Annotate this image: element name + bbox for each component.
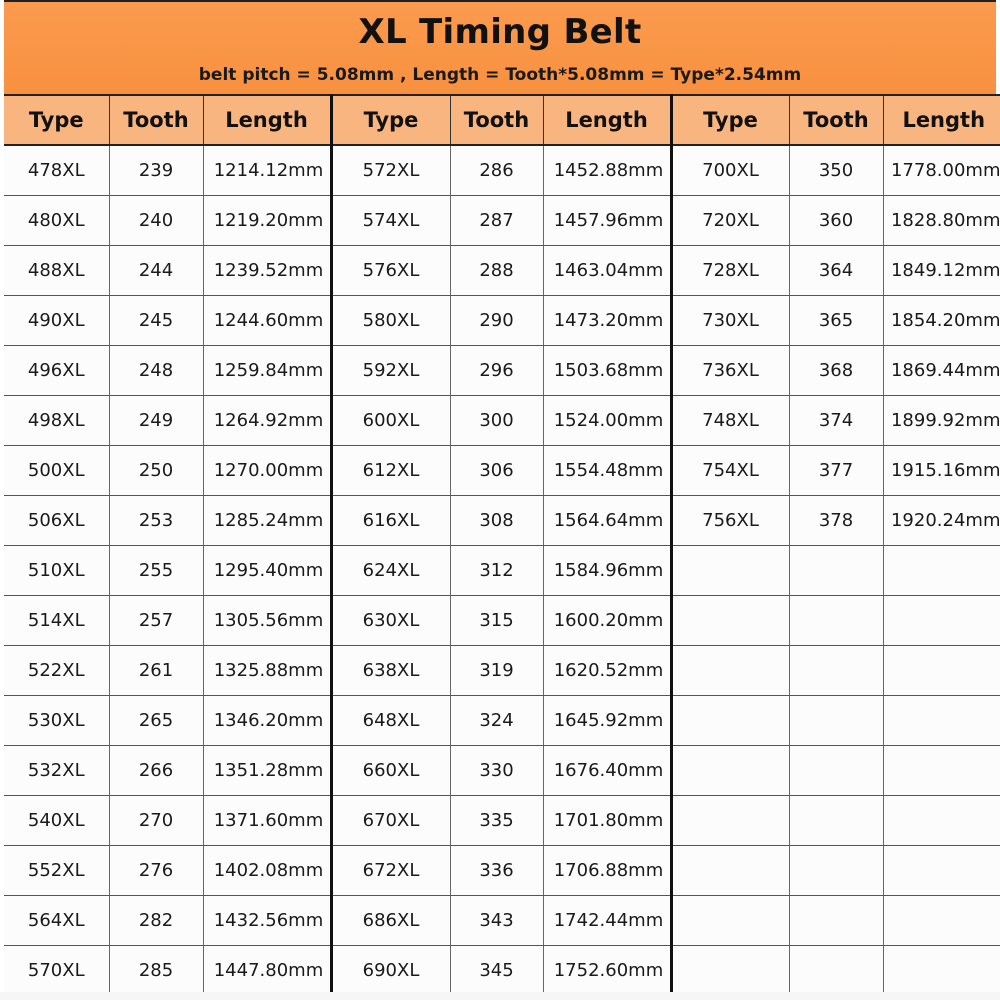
cell-tooth: 270 [109, 796, 203, 846]
cell-type: 498XL [4, 396, 109, 446]
cell-type: 514XL [4, 596, 109, 646]
cell-tooth: 288 [450, 246, 543, 296]
cell-length: 1584.96mm [543, 546, 671, 596]
cell-type [671, 596, 789, 646]
cell-length [883, 796, 1000, 846]
cell-type: 480XL [4, 196, 109, 246]
belt-size-table-container [4, 94, 1000, 994]
cell-length: 1473.20mm [543, 296, 671, 346]
cell-length: 1463.04mm [543, 246, 671, 296]
table-row [4, 596, 1000, 646]
cell-tooth: 300 [450, 396, 543, 446]
cell-tooth: 257 [109, 596, 203, 646]
cell-length: 1899.92mm [883, 396, 1000, 446]
cell-length: 1752.60mm [543, 946, 671, 996]
cell-length: 1503.68mm [543, 346, 671, 396]
cell-length: 1432.56mm [203, 896, 331, 946]
cell-tooth: 290 [450, 296, 543, 346]
cell-type: 670XL [331, 796, 450, 846]
cell-tooth [789, 946, 883, 996]
column-header-length: Length [883, 95, 1000, 145]
column-header-type: Type [4, 95, 109, 145]
table-row [4, 196, 1000, 246]
table-row [4, 296, 1000, 346]
cell-tooth: 265 [109, 696, 203, 746]
cell-length: 1620.52mm [543, 646, 671, 696]
cell-type [671, 746, 789, 796]
table-row [4, 546, 1000, 596]
table-row [4, 746, 1000, 796]
cell-tooth: 360 [789, 196, 883, 246]
cell-tooth: 261 [109, 646, 203, 696]
cell-type [671, 896, 789, 946]
cell-type: 720XL [671, 196, 789, 246]
cell-type: 574XL [331, 196, 450, 246]
cell-tooth: 239 [109, 145, 203, 196]
table-row [4, 145, 1000, 196]
cell-length [883, 596, 1000, 646]
cell-type: 530XL [4, 696, 109, 746]
cell-type: 612XL [331, 446, 450, 496]
cell-type: 630XL [331, 596, 450, 646]
cell-length: 1778.00mm [883, 145, 1000, 196]
cell-type: 580XL [331, 296, 450, 346]
cell-length: 1854.20mm [883, 296, 1000, 346]
cell-length: 1346.20mm [203, 696, 331, 746]
cell-type: 570XL [4, 946, 109, 996]
cell-length: 1457.96mm [543, 196, 671, 246]
cell-type: 540XL [4, 796, 109, 846]
cell-length: 1849.12mm [883, 246, 1000, 296]
cell-tooth: 364 [789, 246, 883, 296]
cell-type: 572XL [331, 145, 450, 196]
cell-length: 1305.56mm [203, 596, 331, 646]
cell-length: 1285.24mm [203, 496, 331, 546]
cell-length [883, 846, 1000, 896]
cell-tooth: 245 [109, 296, 203, 346]
cell-tooth: 306 [450, 446, 543, 496]
cell-length: 1219.20mm [203, 196, 331, 246]
cell-length: 1351.28mm [203, 746, 331, 796]
column-header-type: Type [331, 95, 450, 145]
cell-tooth [789, 696, 883, 746]
cell-type: 600XL [331, 396, 450, 446]
cell-tooth: 249 [109, 396, 203, 446]
cell-length: 1600.20mm [543, 596, 671, 646]
cell-length: 1264.92mm [203, 396, 331, 446]
cell-length: 1742.44mm [543, 896, 671, 946]
column-header-length: Length [543, 95, 671, 145]
cell-length: 1295.40mm [203, 546, 331, 596]
cell-length: 1447.80mm [203, 946, 331, 996]
cell-length [883, 746, 1000, 796]
cell-type: 490XL [4, 296, 109, 346]
cell-type: 522XL [4, 646, 109, 696]
cell-tooth: 312 [450, 546, 543, 596]
cell-length: 1244.60mm [203, 296, 331, 346]
cell-tooth: 255 [109, 546, 203, 596]
cell-type: 756XL [671, 496, 789, 546]
cell-length: 1325.88mm [203, 646, 331, 696]
cell-type [671, 696, 789, 746]
cell-tooth: 287 [450, 196, 543, 246]
cell-length: 1452.88mm [543, 145, 671, 196]
cell-tooth: 240 [109, 196, 203, 246]
cell-type: 532XL [4, 746, 109, 796]
cell-tooth: 315 [450, 596, 543, 646]
cell-tooth: 343 [450, 896, 543, 946]
cell-tooth: 345 [450, 946, 543, 996]
cell-length [883, 896, 1000, 946]
cell-length: 1259.84mm [203, 346, 331, 396]
cell-type: 672XL [331, 846, 450, 896]
cell-type: 496XL [4, 346, 109, 396]
cell-type: 660XL [331, 746, 450, 796]
page-title: XL Timing Belt [358, 12, 642, 52]
cell-type: 576XL [331, 246, 450, 296]
cell-tooth [789, 546, 883, 596]
cell-length: 1706.88mm [543, 846, 671, 896]
title-banner [4, 0, 996, 94]
cell-type: 700XL [671, 145, 789, 196]
cell-length: 1371.60mm [203, 796, 331, 846]
cell-tooth: 336 [450, 846, 543, 896]
cell-type [671, 846, 789, 896]
cell-length: 1676.40mm [543, 746, 671, 796]
table-row [4, 396, 1000, 446]
cell-length: 1402.08mm [203, 846, 331, 896]
cell-type [671, 546, 789, 596]
cell-type: 624XL [331, 546, 450, 596]
cell-length: 1524.00mm [543, 396, 671, 446]
table-body [4, 145, 1000, 996]
cell-type: 728XL [671, 246, 789, 296]
cell-type: 754XL [671, 446, 789, 496]
cell-tooth [789, 596, 883, 646]
cell-tooth: 330 [450, 746, 543, 796]
cell-type: 552XL [4, 846, 109, 896]
cell-type: 686XL [331, 896, 450, 946]
cell-tooth [789, 846, 883, 896]
cell-length [883, 696, 1000, 746]
cell-length: 1869.44mm [883, 346, 1000, 396]
table-row [4, 796, 1000, 846]
cell-type: 616XL [331, 496, 450, 546]
cell-length: 1239.52mm [203, 246, 331, 296]
column-header-tooth: Tooth [109, 95, 203, 145]
table-row [4, 846, 1000, 896]
formula-subtitle: belt pitch = 5.08mm , Length = Tooth*5.08mm = Type*2.54mm [198, 65, 802, 85]
cell-length [883, 546, 1000, 596]
table-row [4, 946, 1000, 996]
cell-type: 488XL [4, 246, 109, 296]
cell-tooth: 335 [450, 796, 543, 846]
cell-tooth [789, 896, 883, 946]
cell-tooth: 377 [789, 446, 883, 496]
cell-type: 736XL [671, 346, 789, 396]
table-row [4, 496, 1000, 546]
cell-tooth: 244 [109, 246, 203, 296]
cell-tooth: 368 [789, 346, 883, 396]
cell-type: 564XL [4, 896, 109, 946]
cell-tooth: 285 [109, 946, 203, 996]
cell-tooth: 374 [789, 396, 883, 446]
cell-type: 506XL [4, 496, 109, 546]
cell-type: 648XL [331, 696, 450, 746]
cell-type: 478XL [4, 145, 109, 196]
cell-tooth [789, 646, 883, 696]
cell-type: 748XL [671, 396, 789, 446]
cell-length: 1915.16mm [883, 446, 1000, 496]
cell-type: 730XL [671, 296, 789, 346]
table-row [4, 896, 1000, 946]
cell-tooth: 266 [109, 746, 203, 796]
cell-type [671, 946, 789, 996]
cell-tooth: 282 [109, 896, 203, 946]
table-row [4, 646, 1000, 696]
cell-length [883, 946, 1000, 996]
cell-length: 1554.48mm [543, 446, 671, 496]
column-header-length: Length [203, 95, 331, 145]
cell-length: 1920.24mm [883, 496, 1000, 546]
cell-tooth: 378 [789, 496, 883, 546]
header-row [4, 95, 1000, 145]
cell-length: 1645.92mm [543, 696, 671, 746]
cell-tooth: 350 [789, 145, 883, 196]
cell-tooth: 296 [450, 346, 543, 396]
column-header-tooth: Tooth [789, 95, 883, 145]
column-header-type: Type [671, 95, 789, 145]
table-row [4, 246, 1000, 296]
cell-length [883, 646, 1000, 696]
cell-length: 1270.00mm [203, 446, 331, 496]
cell-tooth: 308 [450, 496, 543, 546]
cell-tooth: 324 [450, 696, 543, 746]
cell-tooth: 286 [450, 145, 543, 196]
cell-type [671, 646, 789, 696]
cell-tooth: 319 [450, 646, 543, 696]
cell-length: 1701.80mm [543, 796, 671, 846]
cell-type: 500XL [4, 446, 109, 496]
cell-length: 1828.80mm [883, 196, 1000, 246]
column-header-tooth: Tooth [450, 95, 543, 145]
cell-tooth: 276 [109, 846, 203, 896]
belt-size-table [4, 94, 1000, 996]
cell-tooth: 365 [789, 296, 883, 346]
cell-type [671, 796, 789, 846]
cell-type: 690XL [331, 946, 450, 996]
cell-type: 638XL [331, 646, 450, 696]
cell-tooth: 248 [109, 346, 203, 396]
table-row [4, 446, 1000, 496]
cell-type: 592XL [331, 346, 450, 396]
cell-length: 1564.64mm [543, 496, 671, 546]
cell-tooth [789, 746, 883, 796]
cell-length: 1214.12mm [203, 145, 331, 196]
cell-tooth: 253 [109, 496, 203, 546]
table-row [4, 696, 1000, 746]
table-row [4, 346, 1000, 396]
cell-tooth: 250 [109, 446, 203, 496]
cell-type: 510XL [4, 546, 109, 596]
cell-tooth [789, 796, 883, 846]
bottom-margin [0, 992, 1000, 1000]
